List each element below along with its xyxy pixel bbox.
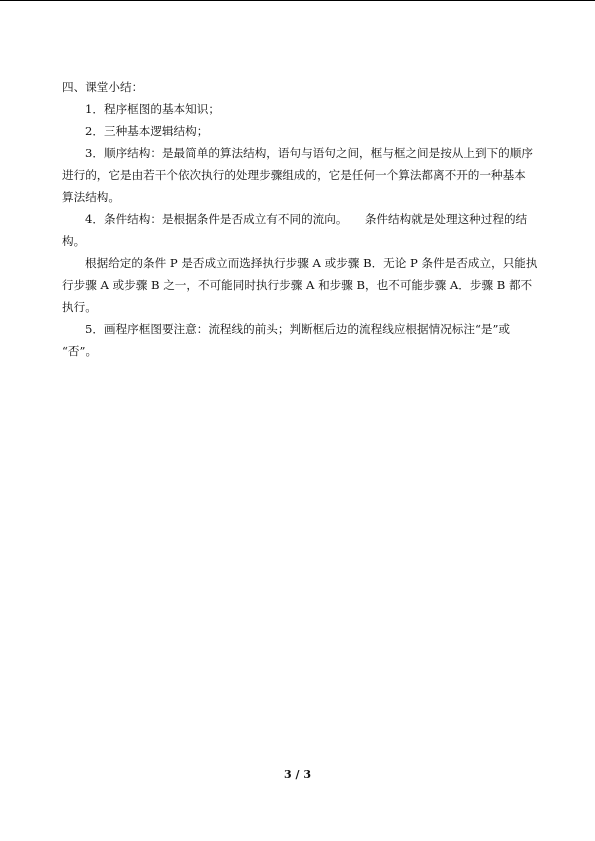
- summary-item-3: 3．顺序结构：是最简单的算法结构，语句与语句之间，框与框之间是按从上到下的顺序: [85, 146, 533, 160]
- summary-item-5-cont: “否”。: [62, 344, 98, 358]
- summary-item-2: 2．三种基本逻辑结构；: [85, 124, 209, 138]
- summary-item-4: 4．条件结构：是根据条件是否成立有不同的流向。 条件结构就是处理这种过程的结: [85, 212, 528, 226]
- document-body: [62, 76, 552, 362]
- summary-item-3-cont-1: 进行的，它是由若干个依次执行的处理步骤组成的，它是任何一个算法都离不开的一种基本: [62, 168, 526, 182]
- condition-paragraph-cont-2: 执行。: [62, 300, 97, 314]
- condition-paragraph-cont-1: 行步骤 A 或步骤 B 之一，不可能同时执行步骤 A 和步骤 B，也不可能步骤 A．步骤 B 都不: [62, 278, 533, 292]
- page-number: 3 / 3: [284, 768, 311, 781]
- summary-item-1: 1．程序框图的基本知识；: [85, 102, 220, 116]
- condition-paragraph: 根据给定的条件 P 是否成立而选择执行步骤 A 或步骤 B．无论 P 条件是否成立，只能执: [85, 256, 538, 270]
- summary-item-5: 5．画程序框图要注意：流程线的前头；判断框后边的流程线应根据情况标注“是”或: [85, 322, 511, 336]
- header-rule: [0, 0, 595, 1]
- summary-item-3-cont-2: 算法结构。: [62, 190, 120, 204]
- summary-item-4-cont: 构。: [62, 234, 86, 248]
- section-heading: 四、课堂小结：: [62, 80, 144, 94]
